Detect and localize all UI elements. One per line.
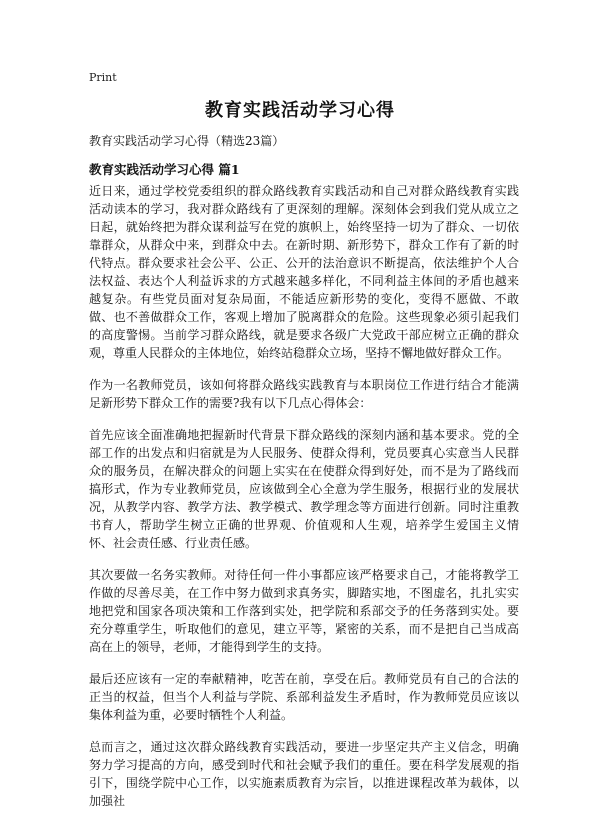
document-title: 教育实践活动学习心得 bbox=[205, 100, 395, 121]
paragraph: 最后还应该有一定的奉献精神，吃苦在前，享受在后。教师党员有自己的合法的正当的权益，但当个人利益与学院、系部利益发生矛盾时，作为教师党员应该以集体利益为重，必要时牺牲个人利益。 bbox=[89, 672, 519, 722]
document-subtitle: 教育实践活动学习心得（精选23篇） bbox=[89, 134, 285, 148]
paragraph: 总而言之，通过这次群众路线教育实践活动，要进一步坚定共产主义信念，明确努力学习提高的方向，感受到时代和社会赋予我们的重任。要在科学发展观的指引下，围绕学院中心工作，以实施素质教育为宗旨，以推进课程改革为载体，以加强社 bbox=[89, 740, 519, 808]
print-link[interactable]: Print bbox=[89, 71, 117, 84]
paragraph: 近日来，通过学校党委组织的群众路线教育实践活动和自己对群众路线教育实践活动读本的学习，我对群众路线有了更深刻的理解。深刻体会到我们党从成立之日起，就始终把为群众谋利益写在党的旗帜上，始终坚持一切为了群众、一切依靠群众，从群众中来，到群众中去。在新时期、新形势下，群众工作有了新的时代特点。群众要求社会公平、公正、公开的法治意识不断提高，依法维护个人合法权益、表达个人利益诉求的方式越来越多样化，不同利益主体间的矛盾也越来越复杂。有些党员面对复杂局面，不能适应新形势的变化，变得不愿做、不敢做、也不善做群众工作，客观上增加了脱离群众的危险。这些现象必须引起我们的高度警惕。当前学习群众路线，就是要求各级广大党政干部应树立正确的群众观，尊重人民群众的主体地位，始终站稳群众立场，坚持不懈地做好群众工作。 bbox=[89, 184, 519, 360]
article-body bbox=[89, 182, 519, 824]
paragraph: 首先应该全面准确地把握新时代背景下群众路线的深刻内涵和基本要求。党的全部工作的出发点和归宿就是为人民服务、使群众得利，党员要真心实意当人民群众的服务员，在解决群众的问题上实实在在使群众得到好处，而不是为了路线而搞形式，作为专业教师党员，应该做到全心全意为学生服务，根据行业的发展状况，从教学内容、教学方法、教学模式、教学理念等方面进行创新。同时注重教书育人，帮助学生树立正确的世界观、价值观和人生观，培养学生爱国主义情怀、社会责任感、行业责任感。 bbox=[89, 428, 519, 550]
section-heading: 教育实践活动学习心得 篇1 bbox=[89, 162, 240, 177]
paragraph: 作为一名教师党员，该如何将群众路线实践教育与本职岗位工作进行结合才能满足新形势下群众工作的需要?我有以下几点心得体会： bbox=[89, 378, 519, 410]
paragraph: 其次要做一名务实教师。对待任何一件小事都应该严格要求自己，才能将教学工作做的尽善尽美，在工作中努力做到求真务实，脚踏实地，不图虚名，扎扎实实地把党和国家各项决策和工作落到实处，把学院和系部交予的任务落到实处。要充分尊重学生，听取他们的意见，建立平等，紧密的关系，而不是把自己当成高高在上的领导，老师，才能得到学生的支持。 bbox=[89, 568, 519, 654]
